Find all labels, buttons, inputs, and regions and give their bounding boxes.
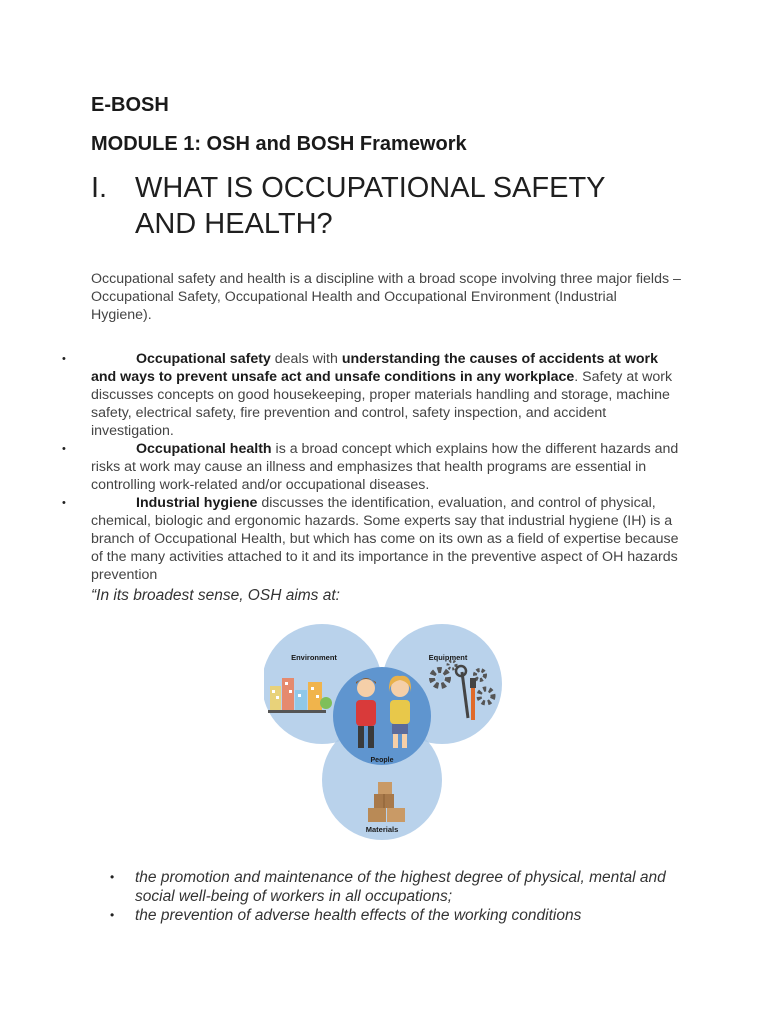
list-item-occupational-health [62, 440, 682, 494]
bullet-icon: • [62, 497, 66, 509]
intro-paragraph: Occupational safety and health is a discipline with a broad scope involving three major fields – Occupational Safety, Occupational Health and Occupational Environment (Industrial Hygiene). [91, 271, 681, 323]
list-item-aim-1 [110, 868, 690, 906]
description-text: discusses the identification, evaluation, and control of physical, chemical, biologic and ergonomic hazards. Some experts say that industrial hygiene (IH) is a branch of Occupational Health, but which has come on its own as a field of expertise because of the many activities attached to it and its importance in the preventive aspect of OH hazards prevention [91, 495, 679, 583]
term-industrial-hygiene: Industrial hygiene [136, 495, 258, 511]
people-circle [333, 667, 431, 765]
module-title: MODULE 1: OSH and BOSH Framework [91, 133, 467, 155]
aim-text: the prevention of adverse health effects of the working conditions [135, 907, 582, 924]
osh-venn-diagram [264, 620, 504, 842]
list-item-aim-2 [110, 906, 690, 925]
equipment-label: Equipment [428, 653, 468, 662]
description-text: is a broad concept which explains how the different hazards and risks at work may cause an illness and emphasizes that health programs are essential in controlling work-related and/or occupational diseases. [91, 441, 679, 493]
materials-label: Materials [365, 825, 399, 834]
section-number: I. [91, 172, 108, 204]
section-title [135, 170, 695, 242]
list-item-occupational-safety [62, 350, 682, 440]
osh-aims-list [110, 868, 690, 925]
section-title-line-2: AND HEALTH? [135, 208, 333, 240]
bullet-icon: • [110, 908, 115, 922]
term-occupational-safety: Occupational safety [136, 351, 271, 367]
bullet-icon: • [62, 443, 66, 455]
aims-intro-quote: “In its broadest sense, OSH aims at: [91, 587, 340, 604]
connector-text: deals with [270, 351, 342, 367]
emphasis-text: understanding the causes of accidents at work and ways to prevent unsafe act and unsafe conditions in any workplace [91, 351, 658, 385]
list-item-industrial-hygiene [62, 494, 682, 584]
people-label: People [370, 757, 394, 764]
aim-text: the promotion and maintenance of the highest degree of physical, mental and social well-being of workers in all occupations; [135, 869, 666, 905]
bullet-icon: • [62, 353, 66, 365]
description-text: . Safety at work discusses concepts on good housekeeping, proper materials handling and storage, machine safety, electrical safety, fire prevention and control, safety inspection, and accident investigation. [91, 369, 673, 439]
section-title-line-1: WHAT IS OCCUPATIONAL SAFETY [135, 172, 606, 204]
app-title: E-BOSH [91, 94, 169, 116]
environment-label: Environment [291, 653, 337, 662]
term-occupational-health: Occupational health [136, 441, 272, 457]
fields-list [62, 350, 682, 584]
bullet-icon: • [110, 870, 115, 884]
